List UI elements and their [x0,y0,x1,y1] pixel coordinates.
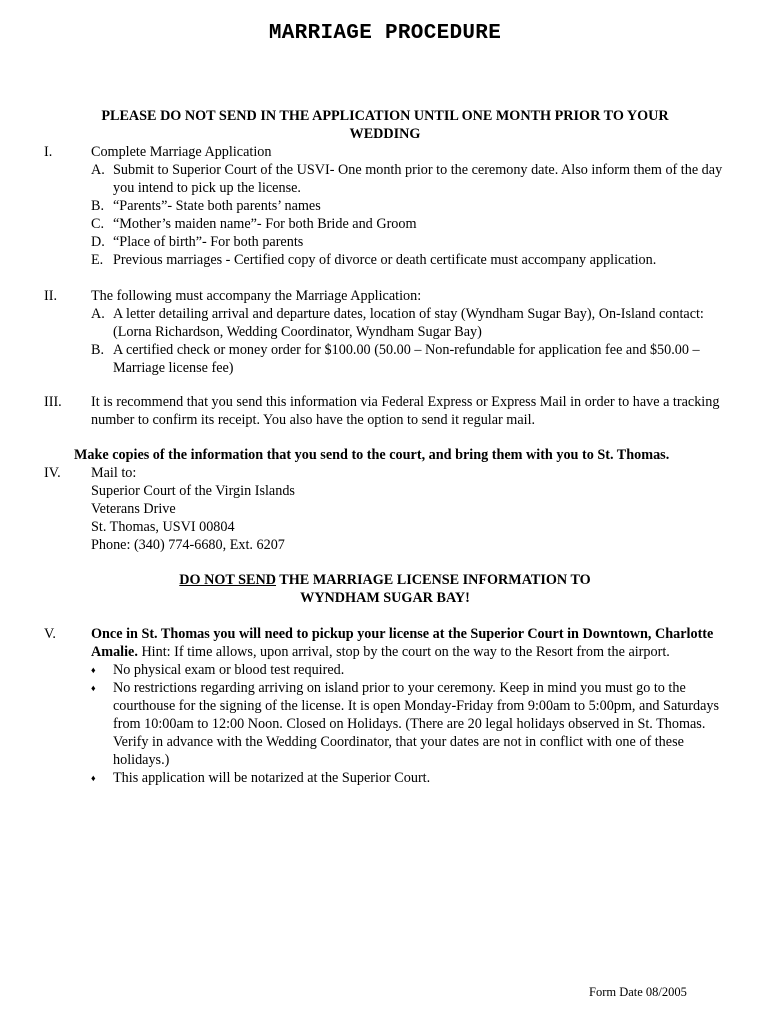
section-heading: The following must accompany the Marriage Application: [91,288,422,304]
section-number: V. [44,626,56,642]
diamond-bullet-icon: ♦ [91,683,96,693]
list-item: A. Submit to Superior Court of the USVI- One month prior to the ceremony date. Also inform them of the day you intend to pick up the license. [91,162,723,196]
address-line: Superior Court of the Virgin Islands [91,483,295,499]
section-number: I. [44,144,53,160]
bullet-item: ♦ No restrictions regarding arriving on island prior to your ceremony. Keep in mind you must go to the courthouse for the signing of the license. It is open Monday-Friday from 9:00am to 5:00pm, and Saturdays from 10:00am to 12:00 Noon. Closed on Holidays. (There are 20 legal holidays observed in St. Thomas. Verify in advance with the Wedding Coordinator, that your dates are not in conflict with one of these holidays.) [91,680,720,768]
section-body [91,143,726,269]
do-not-send-underlined: DO NOT SEND [179,572,277,588]
warning-heading: PLEASE DO NOT SEND IN THE APPLICATION UNTIL ONE MONTH PRIOR TO YOUR WEDDING [101,108,669,142]
address-line: Mail to: [91,465,137,481]
do-not-send-notice: DO NOT SEND THE MARRIAGE LICENSE INFORMATION TO [179,572,591,588]
form-date: Form Date 08/2005 [589,985,687,999]
section-body [91,287,726,377]
section-number: II. [44,288,57,304]
list-item: B. A certified check or money order for $100.00 (50.00 – Non-refundable for application fee and $50.00 – Marriage license fee) [91,342,700,376]
list-item: D. “Place of birth”- For both parents [91,234,304,250]
phone-line: Phone: (340) 774-6680, Ext. 6207 [91,537,285,553]
bullet-item: ♦ This application will be notarized at the Superior Court. [91,770,431,786]
copies-note: Make copies of the information that you send to the court, and bring them with you to St. Thomas. [74,447,670,463]
list-item: A. A letter detailing arrival and departure dates, location of stay (Wyndham Sugar Bay), On-Island contact: (Lorna Richardson, Wedding Coordinator, Wyndham Sugar Bay) [91,306,704,340]
section-heading: Complete Marriage Application [91,144,272,160]
section-text: It is recommend that you send this information via Federal Express or Express Mail in order to have a tracking number to confirm its receipt. You also have the option to send it regular mail. [91,394,720,428]
section-number: IV. [44,465,61,481]
address-line: Veterans Drive [91,501,176,517]
mailing-address [91,464,726,554]
section-body [91,625,726,787]
list-item: B. “Parents”- State both parents’ names [91,198,321,214]
diamond-bullet-icon: ♦ [91,665,96,675]
section-number: III. [44,394,62,410]
section-intro: Once in St. Thomas you will need to pickup your license at the Superior Court in Downtown, Charlotte Amalie. Hint: If time allows, upon arrival, stop by the court on the way to the Resort from the airport. [91,626,714,660]
page-title: MARRIAGE PROCEDURE [268,22,502,45]
bullet-item: ♦ No physical exam or blood test required. [91,662,345,678]
list-item: C. “Mother’s maiden name”- For both Bride and Groom [91,216,417,232]
address-line: St. Thomas, USVI 00804 [91,519,235,535]
list-item: E. Previous marriages - Certified copy of divorce or death certificate must accompany application. [91,252,657,268]
do-not-send-notice-line2: WYNDHAM SUGAR BAY! [300,590,470,606]
diamond-bullet-icon: ♦ [91,773,96,783]
